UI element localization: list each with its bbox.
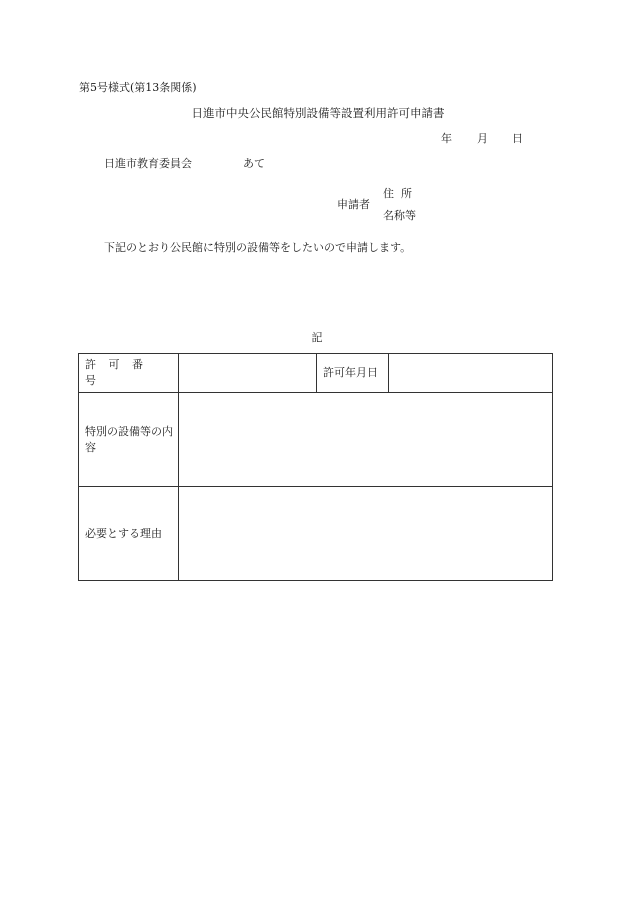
addressee-name: 日進市教育委員会 [104, 157, 192, 170]
table-row-reason [79, 487, 553, 581]
table-row-permit [79, 354, 553, 393]
reason-field[interactable] [179, 487, 553, 581]
equipment-label-cell [79, 393, 179, 487]
application-table [78, 353, 553, 581]
form-number: 第5号様式(第13条関係) [79, 81, 197, 94]
request-statement: 下記のとおり公民館に特別の設備等をしたいので申請します。 [104, 241, 412, 254]
document-title: 日進市中央公民館特別設備等設置利用許可申請書 [191, 106, 445, 120]
permit-date-label: 許可年月日 [323, 366, 378, 380]
applicant-label: 申請者 [337, 198, 370, 211]
permit-number-label: 許可番号 [85, 358, 156, 387]
date-year-label: 年 [441, 132, 452, 145]
equipment-field[interactable] [179, 393, 553, 487]
ki-mark: 記 [311, 331, 323, 344]
addressee-suffix: あて [243, 157, 265, 170]
date-day-label: 日 [512, 132, 523, 145]
address-label: 住所 [383, 187, 419, 200]
table-row-equipment [79, 393, 553, 487]
permit-number-field[interactable] [179, 354, 317, 393]
permit-date-field[interactable] [389, 354, 553, 393]
name-label: 名称等 [383, 209, 416, 222]
permit-number-label-cell [79, 354, 179, 393]
permit-date-label-cell [317, 354, 389, 393]
reason-label-cell [79, 487, 179, 581]
date-month-label: 月 [477, 132, 488, 145]
reason-label: 必要とする理由 [85, 526, 162, 540]
equipment-label: 特別の設備等の内容 [85, 424, 173, 454]
